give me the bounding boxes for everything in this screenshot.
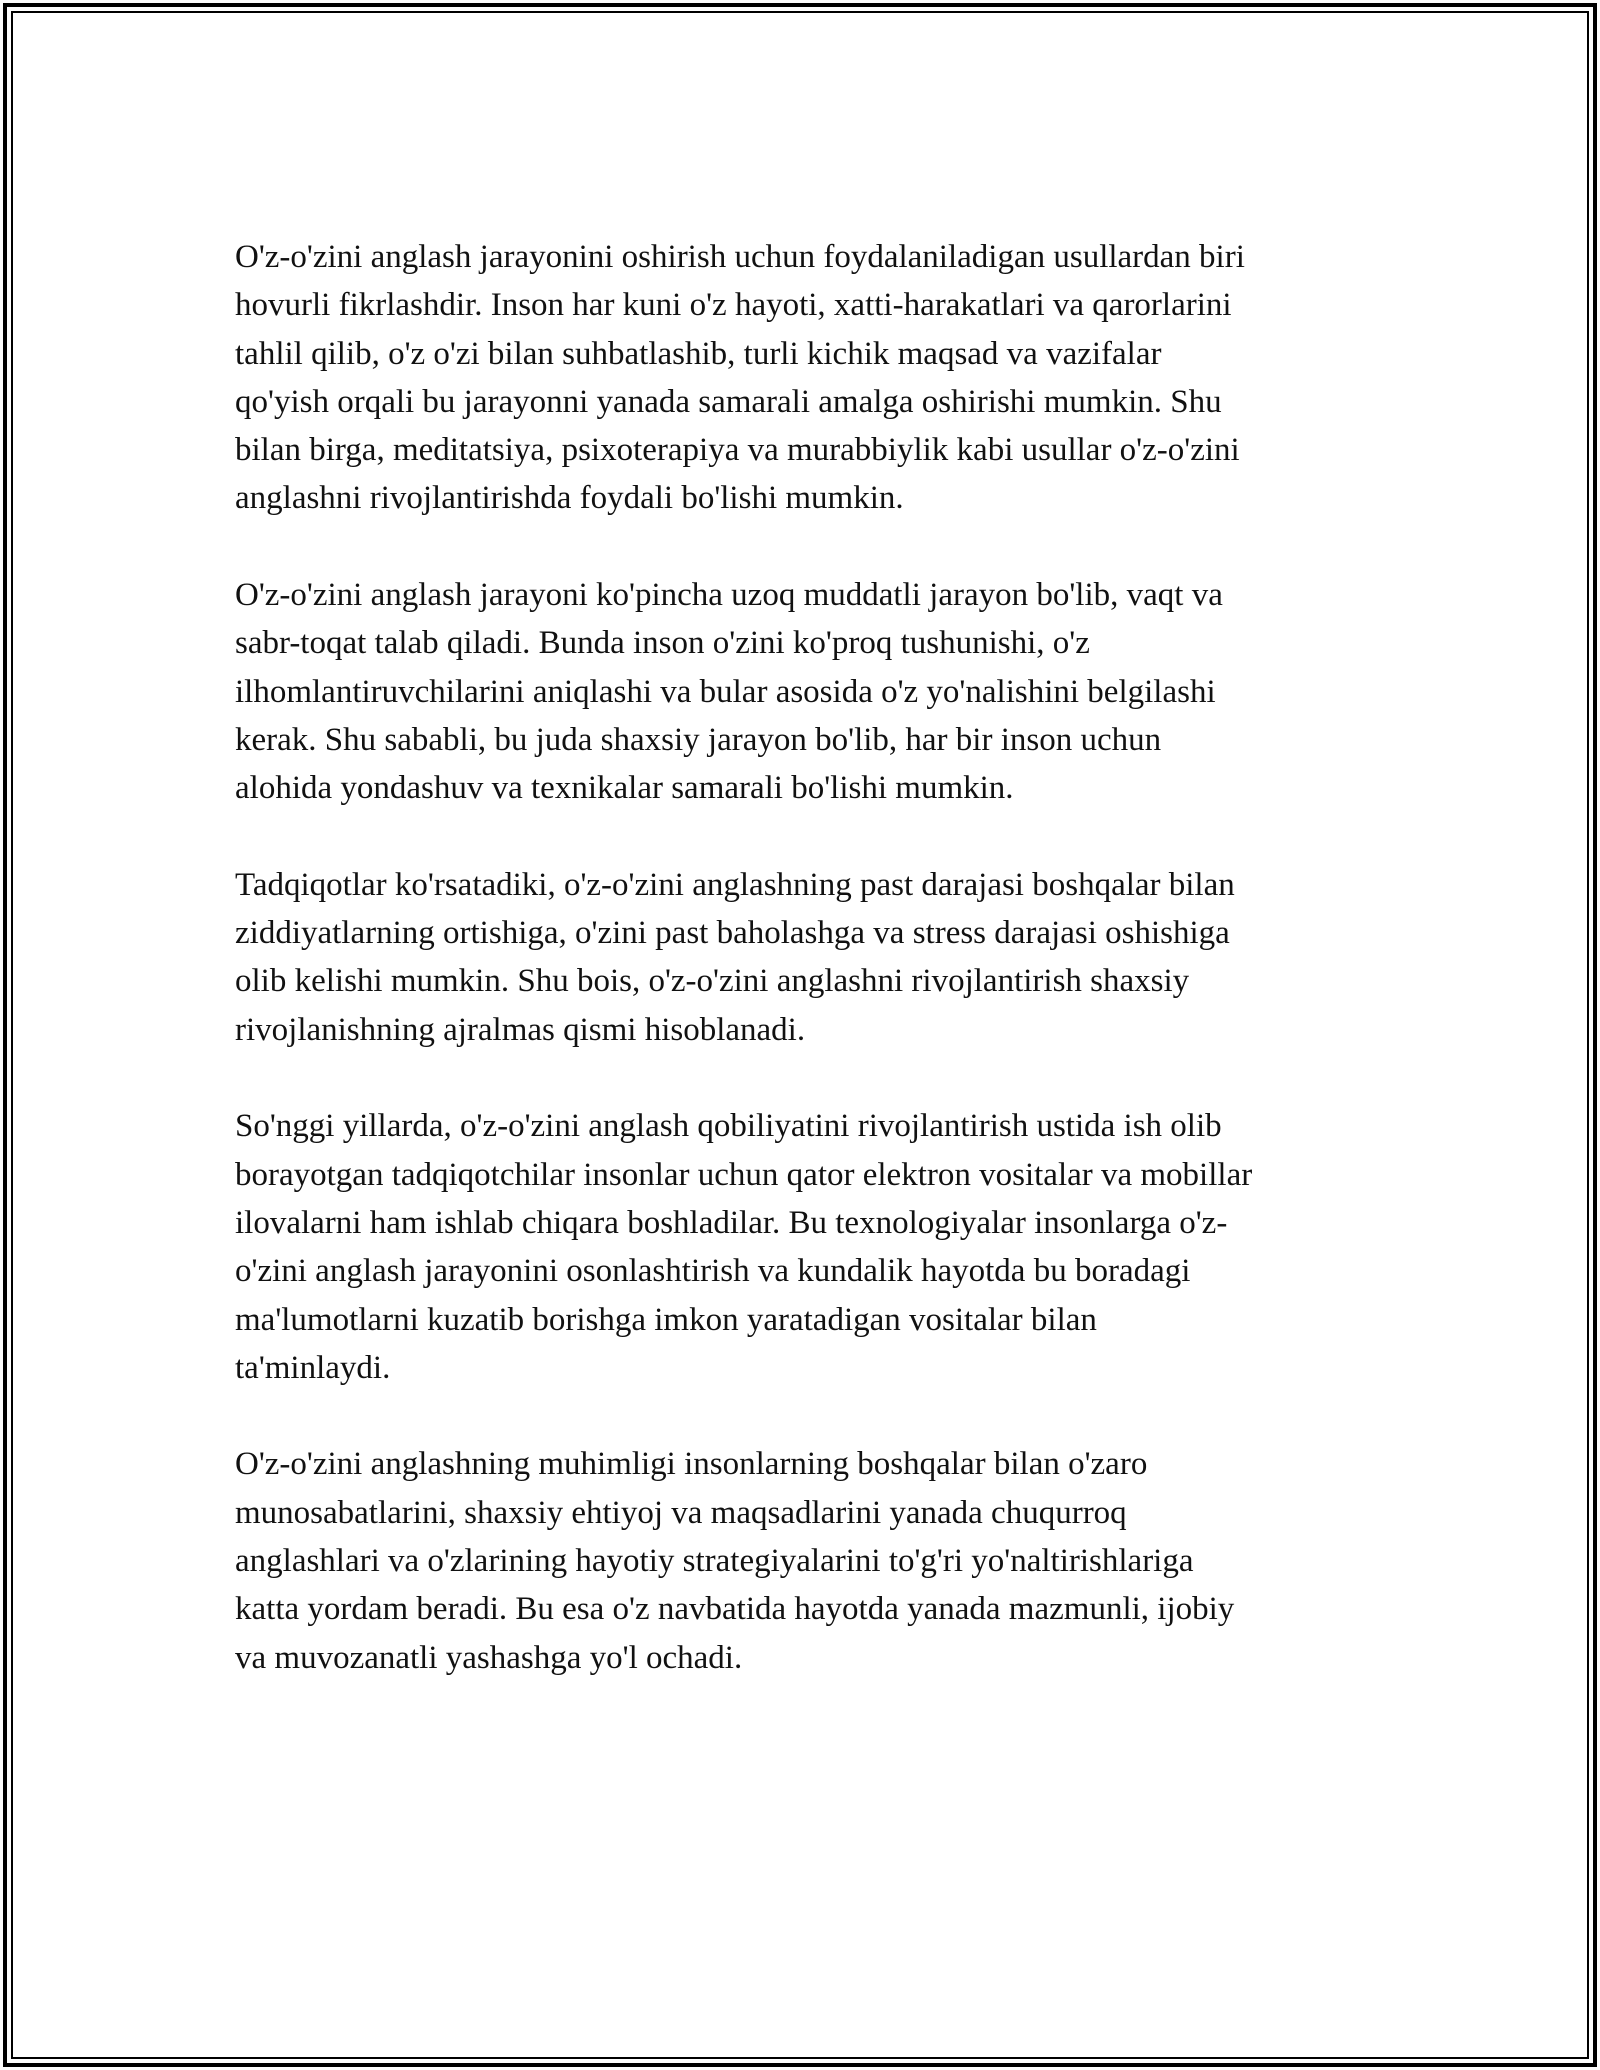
paragraph-2: O'z-o'zini anglash jarayoni ko'pincha uzoq muddatli jarayon bo'lib, vaqt va sabr-toqat talab qiladi. Bunda inson o'zini ko'proq tushunishi, o'z ilhomlantiruvchilarini aniqlashi va bular asosida o'z yo'nalishini belgilashi kerak. Shu sababli, bu juda shaxsiy jarayon bo'lib, har bir inson uchun alohida yondashuv va texnikalar samarali bo'lishi mumkin.	[235, 577, 1223, 807]
paragraph-3: Tadqiqotlar ko'rsatadiki, o'z-o'zini anglashning past darajasi boshqalar bilan ziddiyatlarning ortishiga, o'zini past baholashga va stress darajasi oshishiga olib kelishi mumkin. Shu bois, o'z-o'zini anglashni rivojlantirish shaxsiy rivojlanishning ajralmas qismi hisoblanadi.	[235, 866, 1235, 1048]
paragraph-1: O'z-o'zini anglash jarayonini oshirish uchun foydalaniladigan usullardan biri hovurli fikrlashdir. Inson har kuni o'z hayoti, xatti-harakatlari va qarorlarini tahlil qilib, o'z o'zi bilan suhbatlashib, turli kichik maqsad va vazifalar qo'yish orqali bu jarayonni yanada samarali amalga oshirishi mumkin. Shu bilan birga, meditatsiya, psixoterapiya va murabbiylik kabi usullar o'z-o'zini anglashni rivojlantirishda foydali bo'lishi mumkin.	[235, 239, 1245, 517]
document-body	[235, 233, 1395, 1682]
paragraph-5: O'z-o'zini anglashning muhimligi insonlarning boshqalar bilan o'zaro munosabatlarini, shaxsiy ehtiyoj va maqsadlarini yanada chuqurroq anglashlari va o'zlarining hayotiy strategiyalarini to'g'ri yo'naltirishlariga katta yordam beradi. Bu esa o'z navbatida hayotda yanada mazmunli, ijobiy va muvozanatli yashashga yo'l ochadi.	[235, 1446, 1235, 1676]
paragraph-4: So'nggi yillarda, o'z-o'zini anglash qobiliyatini rivojlantirish ustida ish olib borayotgan tadqiqotchilar insonlar uchun qator elektron vositalar va mobillar ilovalarni ham ishlab chiqara boshladilar. Bu texnologiyalar insonlarga o'z- o'zini anglash jarayonini osonlashtirish va kundalik hayotda bu boradagi ma'lumotlarni kuzatib borishga imkon yaratadigan vositalar bilan ta'minlaydi.	[235, 1108, 1253, 1386]
